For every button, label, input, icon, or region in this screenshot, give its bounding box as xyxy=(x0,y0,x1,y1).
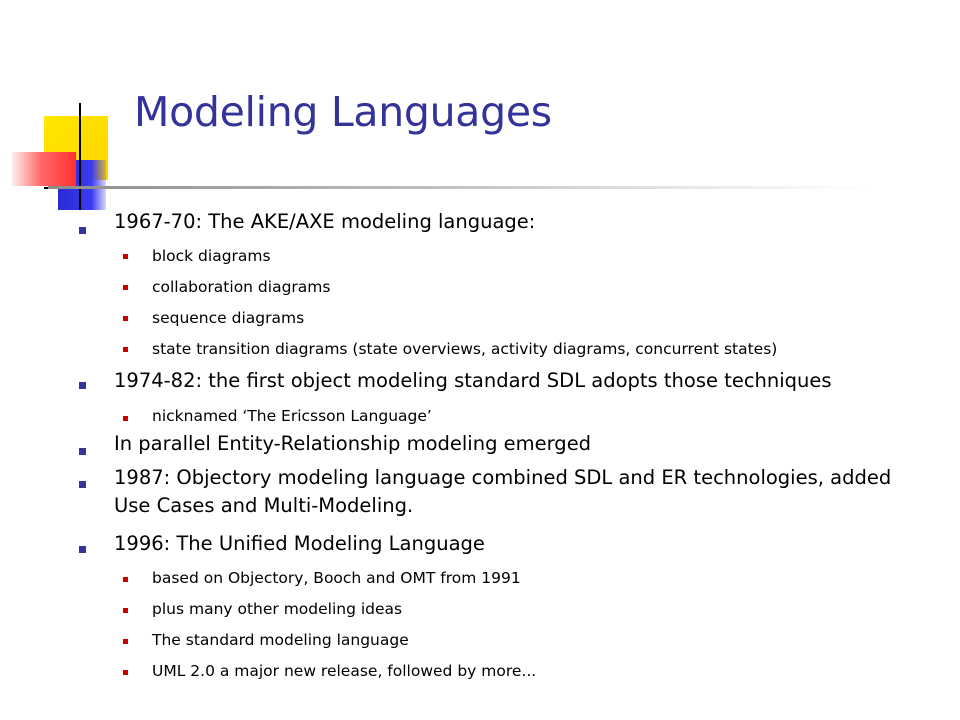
square-bullet-icon xyxy=(79,227,86,234)
square-bullet-icon xyxy=(79,448,86,455)
sub-bullet-item: block diagrams xyxy=(152,247,271,265)
sub-bullet-item: nicknamed ‘The Ericsson Language’ xyxy=(152,407,432,425)
square-bullet-icon xyxy=(79,481,86,488)
sub-bullet-item: based on Objectory, Booch and OMT from 1991 xyxy=(152,569,521,587)
sub-bullet-item: plus many other modeling ideas xyxy=(152,600,403,618)
bullet-item: 1987: Objectory modeling language combined SDL and ER technologies, added Use Cases and Multi-Modeling. xyxy=(114,466,892,517)
bullet-item: 1996: The Unified Modeling Language xyxy=(114,532,485,555)
square-bullet-icon xyxy=(123,416,128,421)
square-bullet-icon xyxy=(79,546,86,553)
sub-bullet-item: collaboration diagrams xyxy=(152,278,331,296)
slide-title: Modeling Languages xyxy=(134,88,552,136)
sub-bullet-item: state transition diagrams (state overviews, activity diagrams, concurrent states) xyxy=(152,340,778,358)
bullet-item: 1974-82: the first object modeling standard SDL adopts those techniques xyxy=(114,369,832,392)
sub-bullet-item: The standard modeling language xyxy=(152,631,409,649)
title-underline-rule xyxy=(48,186,868,189)
square-bullet-icon xyxy=(123,254,128,259)
bullet-item: 1967-70: The AKE/AXE modeling language: xyxy=(114,210,536,233)
sub-bullet-item: UML 2.0 a major new release, followed by more... xyxy=(152,662,537,680)
bullet-item: In parallel Entity-Relationship modeling emerged xyxy=(114,432,592,455)
square-bullet-icon xyxy=(123,577,128,582)
sub-bullet-item: sequence diagrams xyxy=(152,309,305,327)
decorative-red-bar xyxy=(12,152,76,186)
square-bullet-icon xyxy=(123,670,128,675)
square-bullet-icon xyxy=(123,608,128,613)
square-bullet-icon xyxy=(79,382,86,389)
square-bullet-icon xyxy=(123,316,128,321)
decorative-vertical-line xyxy=(79,103,81,210)
square-bullet-icon xyxy=(123,285,128,290)
square-bullet-icon xyxy=(123,347,128,352)
square-bullet-icon xyxy=(123,639,128,644)
